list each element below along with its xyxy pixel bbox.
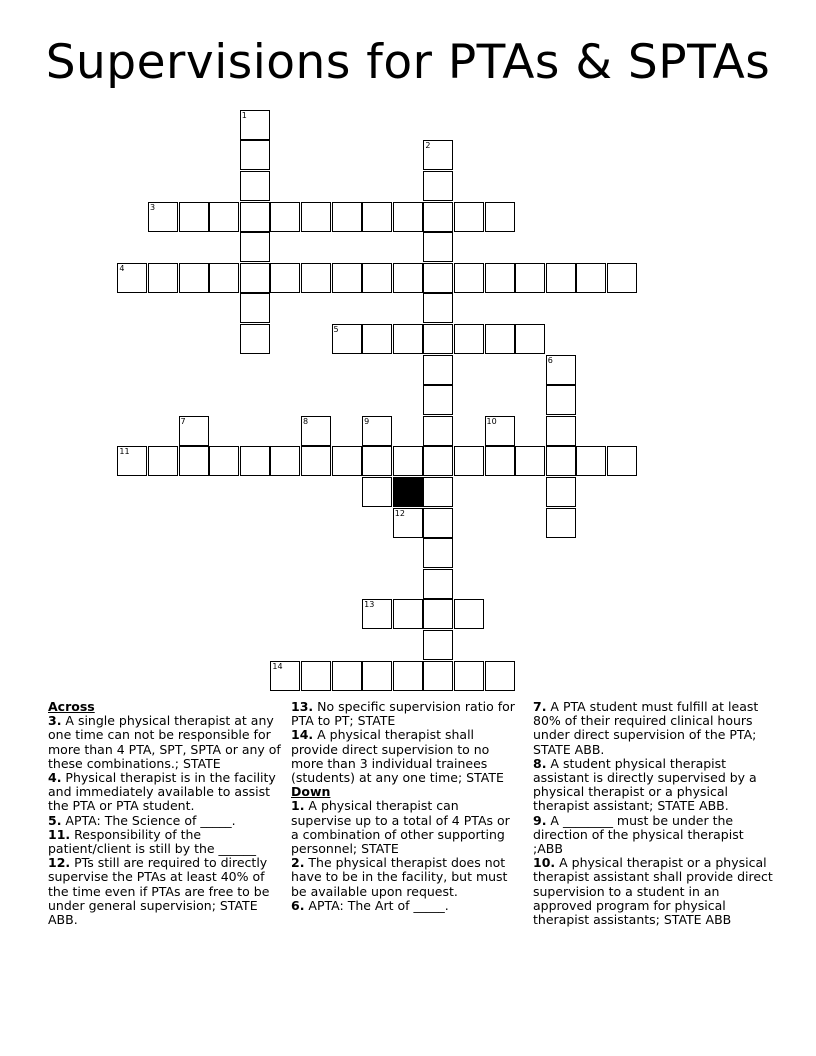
grid-cell[interactable] — [179, 263, 209, 293]
grid-cell[interactable] — [454, 202, 484, 232]
grid-cell[interactable] — [148, 202, 178, 232]
clue-number-label: 4 — [119, 263, 125, 273]
clue-number-label: 1 — [241, 110, 247, 120]
grid-cell[interactable] — [393, 446, 423, 476]
grid-cell[interactable] — [393, 599, 423, 629]
grid-cell[interactable] — [179, 446, 209, 476]
clue-number-label: 6 — [547, 355, 553, 365]
page-title: Supervisions for PTAs & SPTAs — [45, 35, 771, 90]
clue-number: 5. — [48, 812, 62, 828]
clue-text: Physical therapist is in the facility and immediately available to assist the PTA or PTA student. — [48, 770, 276, 814]
clue-text: PTs still are required to directly supervise the PTAs at least 40% of the time even if PTAs are free to be under general supervision; STATE ABB. — [48, 855, 270, 928]
grid-cell[interactable] — [332, 324, 362, 354]
clue-number-label: 2 — [425, 141, 431, 151]
across-clue — [48, 771, 284, 814]
grid-cell[interactable] — [546, 263, 576, 293]
grid-cell[interactable] — [148, 263, 178, 293]
grid-cell[interactable] — [546, 446, 576, 476]
grid-cell[interactable] — [576, 446, 606, 476]
grid-cell[interactable] — [393, 508, 423, 538]
grid-cell[interactable] — [209, 202, 239, 232]
grid-cell[interactable] — [515, 446, 545, 476]
grid-cell[interactable] — [423, 446, 453, 476]
grid-cell[interactable] — [209, 263, 239, 293]
down-clue — [291, 856, 521, 899]
down-clue — [533, 856, 773, 927]
clue-number: 12. — [48, 855, 71, 871]
clue-number: 7. — [533, 699, 547, 714]
grid-cell[interactable] — [148, 446, 178, 476]
down-clue — [291, 899, 521, 913]
down-clue — [533, 700, 773, 757]
down-clue — [291, 799, 521, 856]
grid-cell[interactable] — [362, 661, 392, 691]
clue-text: A physical therapist shall provide direct supervision to no more than 3 individual trainees (students) at any one time; STATE — [291, 727, 504, 786]
grid-cell[interactable] — [515, 324, 545, 354]
grid-cell[interactable] — [362, 599, 392, 629]
grid-cell[interactable] — [270, 202, 300, 232]
grid-cell[interactable] — [332, 202, 362, 232]
grid-cell[interactable] — [485, 661, 515, 691]
clue-text: The physical therapist does not have to be in the facility, but must be available upon request. — [291, 855, 508, 899]
clue-number-label: 3 — [149, 202, 156, 212]
grid-cell[interactable] — [485, 324, 515, 354]
clue-text: A ________ must be under the direction of the physical therapist ;ABB — [533, 812, 744, 857]
grid-cell[interactable] — [423, 599, 453, 629]
clue-text: A PTA student must fulfill at least 80% of their required clinical hours under direct supervision of the PTA; STATE ABB. — [533, 699, 759, 757]
grid-cell[interactable] — [301, 446, 331, 476]
clue-text: APTA: The Science of _____. — [61, 812, 236, 828]
grid-cell[interactable] — [117, 446, 147, 476]
across-clue — [48, 828, 284, 856]
grid-cell[interactable] — [362, 263, 392, 293]
grid-cell[interactable] — [270, 263, 300, 293]
grid-cell[interactable] — [423, 538, 453, 568]
clue-number: 4. — [48, 770, 62, 786]
clue-column-2 — [291, 700, 521, 913]
grid-cell[interactable] — [423, 355, 453, 385]
down-clue — [533, 814, 773, 857]
grid-cell[interactable] — [209, 446, 239, 476]
grid-cell[interactable] — [301, 661, 331, 691]
grid-cell[interactable] — [423, 324, 453, 354]
clue-number: 2. — [291, 855, 305, 871]
grid-cell[interactable] — [454, 446, 484, 476]
grid-cell[interactable] — [546, 416, 576, 446]
grid-cell[interactable] — [240, 171, 270, 201]
grid-cell[interactable] — [240, 446, 270, 476]
grid-cell[interactable] — [423, 202, 453, 232]
clue-number-label: 14 — [272, 661, 283, 671]
grid-cell[interactable] — [454, 263, 484, 293]
grid-cell[interactable] — [240, 140, 270, 170]
grid-cell[interactable] — [515, 263, 545, 293]
across-clue — [48, 856, 284, 927]
grid-cell[interactable] — [362, 477, 392, 507]
grid-cell[interactable] — [423, 385, 453, 415]
grid-cell[interactable] — [301, 416, 331, 446]
grid-cell[interactable] — [362, 324, 392, 354]
clue-number: 1. — [291, 798, 305, 814]
clue-number: 13. — [291, 699, 314, 714]
grid-cell[interactable] — [301, 202, 331, 232]
clue-number-label: 10 — [486, 416, 497, 426]
clue-text: No specific supervision ratio for PTA to PT; STATE — [291, 699, 515, 729]
grid-cell[interactable] — [179, 202, 209, 232]
clue-text: A student physical therapist assistant is directly supervised by a physical therapist or a physical therapist assistant; STATE ABB. — [533, 755, 757, 814]
grid-cell[interactable] — [485, 263, 515, 293]
grid-cell[interactable] — [546, 477, 576, 507]
clue-text: Responsibility of the patient/client is still by the ______ — [48, 826, 257, 857]
grid-cell[interactable] — [454, 599, 484, 629]
grid-cell[interactable] — [393, 661, 423, 691]
across-heading: Across — [48, 699, 95, 714]
grid-cell[interactable] — [423, 661, 453, 691]
clue-number-label: 9 — [364, 416, 370, 426]
down-heading: Down — [291, 784, 331, 800]
grid-cell[interactable] — [423, 508, 453, 538]
grid-cell[interactable] — [485, 202, 515, 232]
clue-number-label: 12 — [394, 508, 405, 518]
clue-number: 6. — [291, 897, 305, 913]
across-clue — [291, 700, 521, 728]
across-clue — [291, 728, 521, 785]
grid-cell[interactable] — [332, 446, 362, 476]
clue-text: A single physical therapist at any one time can not be responsible for more than 4 PTA, SPT, SPTA or any of these combinations.; STATE — [48, 713, 281, 771]
grid-cell[interactable] — [423, 232, 453, 262]
clue-number-label: 8 — [302, 416, 309, 426]
grid-cell[interactable] — [240, 293, 270, 323]
grid-cell[interactable] — [423, 263, 453, 293]
grid-cell[interactable] — [607, 263, 637, 293]
grid-cell[interactable] — [270, 446, 300, 476]
clue-text: APTA: The Art of _____. — [304, 897, 449, 913]
grid-cell[interactable] — [393, 324, 423, 354]
grid-cell[interactable] — [240, 110, 270, 140]
grid-cell[interactable] — [423, 140, 453, 170]
grid-cell[interactable] — [362, 416, 392, 446]
clue-number-label: 13 — [364, 600, 375, 610]
grid-cell[interactable] — [301, 263, 331, 293]
across-clue — [48, 714, 284, 771]
grid-cell[interactable] — [546, 355, 576, 385]
clue-number: 3. — [48, 713, 62, 729]
clue-number: 9. — [533, 812, 547, 828]
clue-column-3 — [533, 700, 773, 927]
grid-cell[interactable] — [362, 446, 392, 476]
grid-cell[interactable] — [454, 661, 484, 691]
grid-cell[interactable] — [423, 477, 453, 507]
clue-number-label: 11 — [119, 447, 130, 457]
grid-cell[interactable] — [546, 385, 576, 415]
grid-cell[interactable] — [270, 661, 300, 691]
grid-cell[interactable] — [423, 293, 453, 323]
grid-cell[interactable] — [423, 416, 453, 446]
clue-column-1 — [48, 700, 284, 927]
grid-cell[interactable] — [423, 569, 453, 599]
grid-cell[interactable] — [576, 263, 606, 293]
grid-cell[interactable] — [423, 630, 453, 660]
grid-cell[interactable] — [240, 202, 270, 232]
down-clue — [533, 757, 773, 814]
clue-number-label: 7 — [180, 416, 186, 426]
grid-cell[interactable] — [454, 324, 484, 354]
clue-text: A physical therapist or a physical therapist assistant shall provide direct supervision to a student in an approved program for physical therapist assistants; STATE ABB — [533, 855, 773, 928]
grid-cell[interactable] — [332, 661, 362, 691]
grid-cell[interactable] — [240, 232, 270, 262]
grid-cell[interactable] — [393, 263, 423, 293]
grid-cell[interactable] — [240, 324, 270, 354]
grid-cell[interactable] — [362, 202, 392, 232]
grid-cell[interactable] — [485, 416, 515, 446]
grid-cell[interactable] — [240, 263, 270, 293]
grid-cell[interactable] — [607, 446, 637, 476]
grid-cell[interactable] — [546, 508, 576, 538]
across-clue — [48, 814, 284, 828]
grid-cell[interactable] — [393, 202, 423, 232]
clue-number: 11. — [48, 826, 71, 842]
grid-cell[interactable] — [117, 263, 147, 293]
grid-cell[interactable] — [332, 263, 362, 293]
clue-number: 10. — [533, 855, 556, 871]
black-square — [393, 477, 423, 507]
clue-number: 14. — [291, 727, 314, 743]
clue-text: A physical therapist can supervise up to a total of 4 PTAs or a combination of other supporting personnel; STATE — [291, 798, 510, 857]
grid-cell[interactable] — [423, 171, 453, 201]
clue-number-label: 5 — [333, 325, 339, 335]
clue-number: 8. — [533, 755, 547, 771]
grid-cell[interactable] — [179, 416, 209, 446]
grid-cell[interactable] — [485, 446, 515, 476]
